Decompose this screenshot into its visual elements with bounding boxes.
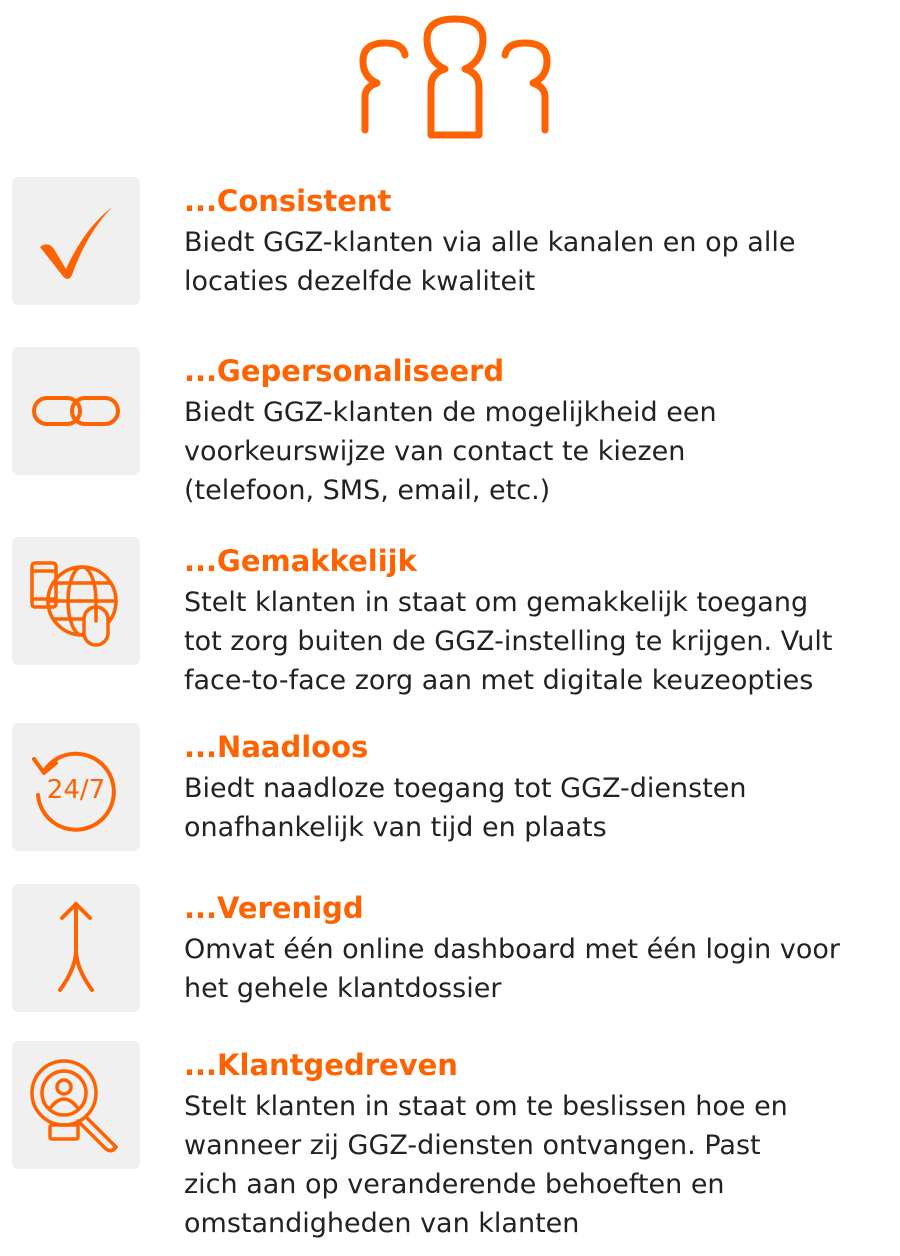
feature-description: Biedt naadloze toegang tot GGZ-diensten onafhankelijk van tijd en plaats — [184, 773, 747, 843]
feature-title: ...Klantgedreven — [184, 1048, 458, 1082]
feature-description: Stelt klanten in staat om gemakkelijk toegang tot zorg buiten de GGZ-instelling te krijgen. Vult face-to-face zorg aan met digitale keuzeopties — [184, 587, 833, 696]
icon-tile — [12, 537, 140, 665]
icon-tile — [12, 1041, 140, 1169]
clock-24-7-icon — [26, 737, 126, 837]
icon-tile — [12, 723, 140, 851]
devices-globe-icon — [26, 551, 126, 651]
feature-description: Omvat één online dashboard met één login voor het gehele klantdossier — [184, 934, 840, 1004]
people-group-icon — [355, 15, 555, 140]
merge-arrow-icon — [26, 898, 126, 998]
link-icon — [26, 361, 126, 461]
clock-24-7-label: 24/7 — [46, 775, 106, 805]
icon-tile — [12, 177, 140, 305]
feature-description: Biedt GGZ-klanten de mogelijkheid een voorkeurswijze van contact te kiezen (telefoon, SMS, email, etc.) — [184, 397, 717, 506]
feature-description: Stelt klanten in staat om te beslissen hoe en wanneer zij GGZ-diensten ontvangen. Past zich aan op veranderende behoeften en omstandigheden van klanten — [184, 1091, 788, 1239]
feature-title: ...Naadloos — [184, 730, 369, 764]
feature-title: ...Consistent — [184, 184, 392, 218]
feature-title: ...Gemakkelijk — [184, 544, 417, 578]
feature-title: ...Gepersonaliseerd — [184, 354, 505, 388]
checkmark-icon — [26, 191, 126, 291]
icon-tile — [12, 347, 140, 475]
icon-tile — [12, 884, 140, 1012]
feature-description: Biedt GGZ-klanten via alle kanalen en op alle locaties dezelfde kwaliteit — [184, 227, 796, 297]
feature-title: ...Verenigd — [184, 891, 364, 925]
magnifier-person-icon — [26, 1055, 126, 1155]
